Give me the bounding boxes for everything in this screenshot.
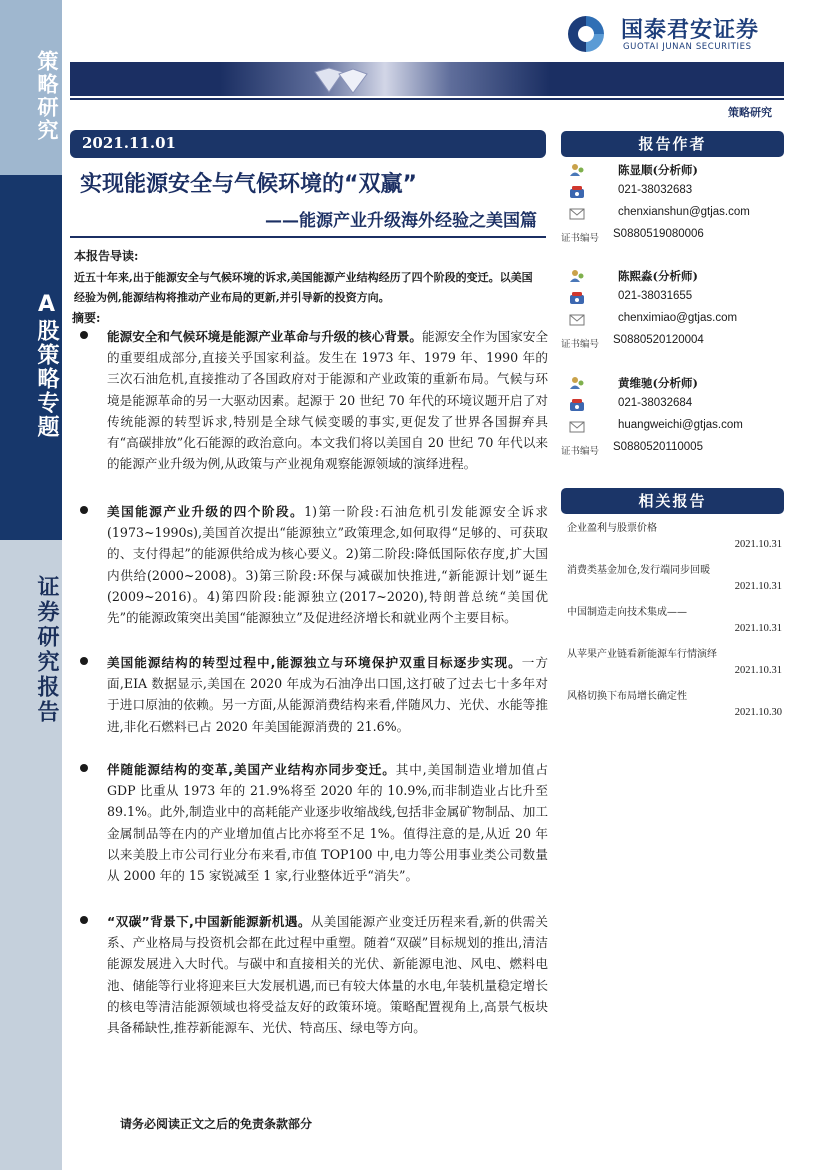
related-reports-list: [567, 516, 782, 726]
author-cert-row: [561, 332, 784, 352]
person-icon: [569, 376, 585, 390]
author-phone: 021-38032683: [618, 184, 693, 196]
author-phone-row: [561, 182, 784, 202]
bullet-item: [72, 501, 548, 652]
related-heading: 相关报告: [561, 488, 784, 514]
bullet-item: [72, 326, 548, 501]
company-logo: [563, 12, 793, 56]
email-icon: [569, 207, 585, 221]
bullet-dot-icon: [80, 506, 88, 514]
author-email[interactable]: chenxianshun@gtjas.com: [618, 206, 750, 218]
related-report-date: 2021.10.30: [734, 707, 782, 718]
related-report-title[interactable]: 企业盈利与股票价格: [567, 523, 657, 534]
bullet-text: 从美国能源产业变迁历程来看,新的供需关系、产业格局与投资机会都在此过程中重塑。随着“双碳”目标规划的推出,清洁能源发展进入大时代。与碳中和直接相关的光伏、新能源电池、风电、燃料电池、储能等行业将迎来巨大发展机遇,而已有较大体量的水电,年装机量稳定增长的核电等清洁能源领域也将受益友好的政策环境。策略配置视角上,高景气板块具备稀缺性,推荐新能源车、光伏、特高压、绿电等方向。: [107, 914, 548, 1036]
diamond-icon: [305, 66, 375, 94]
author-name-row: [561, 373, 784, 393]
category-tag: 策略研究: [728, 106, 772, 119]
report-subtitle: ——能源产业升级海外经验之美国篇: [265, 211, 537, 231]
bullet-item: [72, 911, 548, 1061]
author-phone-row: [561, 395, 784, 415]
banner-rule: [70, 98, 784, 100]
author-phone: 021-38032684: [618, 397, 693, 409]
author-name: 陈熙淼(分析师): [618, 269, 698, 283]
phone-icon: [569, 291, 585, 305]
email-icon: [569, 420, 585, 434]
author-phone: 021-38031655: [618, 290, 693, 302]
author-email-row[interactable]: [561, 417, 784, 437]
sidebar-label-bottom: 证券研究报告: [34, 575, 59, 725]
author-cert-row: [561, 439, 784, 459]
bullet-dot-icon: [80, 657, 88, 665]
author-email[interactable]: chenximiao@gtjas.com: [618, 312, 738, 324]
related-report-date: 2021.10.31: [734, 665, 782, 676]
bullet-lead: “双碳”背景下,中国新能源新机遇。: [107, 914, 311, 929]
phone-icon: [569, 185, 585, 199]
related-report-item[interactable]: [567, 684, 782, 726]
bullet-lead: 美国能源结构的转型过程中,能源独立与环境保护双重目标逐步实现。: [107, 655, 522, 670]
author-cert: S0880520120004: [613, 334, 704, 346]
author-email[interactable]: huangweichi@gtjas.com: [618, 419, 743, 431]
author-cert: S0880519080006: [613, 228, 704, 240]
related-report-item[interactable]: [567, 516, 782, 558]
related-report-title[interactable]: 从苹果产业链看新能源车行情演绎: [567, 649, 717, 660]
author-name-row: [561, 160, 784, 180]
cert-label: 证书编号: [561, 446, 600, 457]
bullet-dot-icon: [80, 764, 88, 772]
sidebar-label-top: 策略研究: [35, 50, 59, 142]
bullet-text: 一方面,EIA 数据显示,美国在 2020 年成为石油净出口国,这打破了过去七十多年对于进口原油的依赖。另一方面,从能源消费结构来看,伴随风力、光伏、水能等推进,非化石燃料已占 2020 年美国能源消费的 21.6%。: [107, 655, 548, 734]
related-report-item[interactable]: [567, 642, 782, 684]
person-icon: [569, 269, 585, 283]
related-report-item[interactable]: [567, 558, 782, 600]
logo-name-en: GUOTAI JUNAN SECURITIES: [623, 42, 752, 52]
cert-label: 证书编号: [561, 339, 600, 350]
logo-mark-icon: [563, 14, 609, 54]
related-report-item[interactable]: [567, 600, 782, 642]
phone-icon: [569, 398, 585, 412]
bullet-text: 能源安全作为国家安全的重要组成部分,直接关乎国家利益。发生在 1973 年、1979 年、1990 年的三次石油危机,直接推动了各国政府对于能源和产业政策的重新布局。气候与环境是能源革命的另一大驱动因素。起源于 20 世纪 70 年代的环境议题开启了对传统能源的转型诉求,特别是全球气候变暖的事实,更促发了世界各国摒弃具有“高碳排放”化石能源的政治意向。本文我们将以美国自 20 世纪 70 年代以来的能源产业升级为例,从政策与产业视角观察能源领域的演绎进程。: [107, 329, 549, 472]
logo-name-cn: 国泰君安证券: [621, 18, 760, 43]
related-report-title[interactable]: 中国制造走向技术集成——: [567, 607, 687, 618]
author-cert-row: [561, 226, 784, 246]
author-name: 黄维驰(分析师): [618, 376, 698, 390]
related-report-date: 2021.10.31: [734, 623, 782, 634]
abstract-label: 摘要:: [72, 311, 101, 325]
bullet-dot-icon: [80, 916, 88, 924]
report-date: 2021.11.01: [82, 134, 176, 152]
sidebar-label-middle: A股策略专题: [34, 291, 59, 439]
bullet-lead: 能源安全和气候环境是能源产业革命与升级的核心背景。: [107, 329, 423, 344]
bullet-text: 1)第一阶段:石油危机引发能源安全诉求(1973~1990s),美国首次提出“能源独立”政策理念,如何取得“足够的、可获取的、支付得起”的能源供给成为核心要义。2)第二阶段:降低国际依存度,扩大国内供给(2000~2008)。3)第三阶段:环保与减碳加快推进,“新能源计划”诞生(2009~2016)。4)第四阶段:能源独立(2017~2020),特朗普总统“美国优先”的能源政策突出美国“能源独立”及促进经济增长和就业两个主要目标。: [107, 504, 548, 626]
left-sidebar: [0, 0, 62, 1170]
date-bar: [70, 130, 546, 158]
report-title: 实现能源安全与气候环境的“双赢”: [80, 172, 417, 197]
author-email-row[interactable]: [561, 310, 784, 330]
bullet-lead: 伴随能源结构的变革,美国产业结构亦同步变迁。: [107, 762, 396, 777]
author-email-row[interactable]: [561, 204, 784, 224]
authors-heading: 报告作者: [561, 131, 784, 157]
bullet-item: [72, 652, 548, 759]
author-phone-row: [561, 288, 784, 308]
bullet-lead: 美国能源产业升级的四个阶段。: [107, 504, 305, 519]
banner-sheen: [220, 62, 550, 96]
guide-text: 近五十年来,出于能源安全与气候环境的诉求,美国能源产业结构经历了四个阶段的变迁。以美国经验为例,能源结构将推动产业布局的更新,并引导新的投资方向。: [74, 271, 533, 304]
person-icon: [569, 163, 585, 177]
cert-label: 证书编号: [561, 233, 600, 244]
guide-label: 本报告导读:: [74, 249, 139, 263]
email-icon: [569, 313, 585, 327]
related-report-date: 2021.10.31: [734, 581, 782, 592]
related-report-date: 2021.10.31: [734, 539, 782, 550]
title-rule: [70, 236, 546, 238]
author-name-row: [561, 266, 784, 286]
related-report-title[interactable]: 消费类基金加仓,发行端同步回暖: [567, 565, 711, 576]
header-banner: [70, 62, 784, 96]
bullet-text: 其中,美国制造业增加值占 GDP 比重从 1973 年的 21.9%将至 2020 年的 10.9%,而非制造业占比升至 89.1%。此外,制造业中的高耗能产业逐步收缩战线,包括非金属矿物制品、加工金属制品等在内的产业增加值占比亦将至不足 1%。值得注意的是,从近 20 年以来美股上市公司行业分布来看,市值 TOP100 中,电力等公用事业类公司数量从 2000 年的 15 家锐减至 1 家,行业整体近乎“消失”。: [107, 762, 548, 884]
author-cert: S0880520110005: [613, 441, 703, 453]
bullet-dot-icon: [80, 331, 88, 339]
author-name: 陈显顺(分析师): [618, 163, 698, 177]
disclaimer-note: 请务必阅读正文之后的免责条款部分: [120, 1117, 313, 1131]
bullet-item: [72, 759, 548, 911]
related-report-title[interactable]: 风格切换下布局增长确定性: [567, 691, 687, 702]
abstract-bullets: [72, 326, 548, 1061]
